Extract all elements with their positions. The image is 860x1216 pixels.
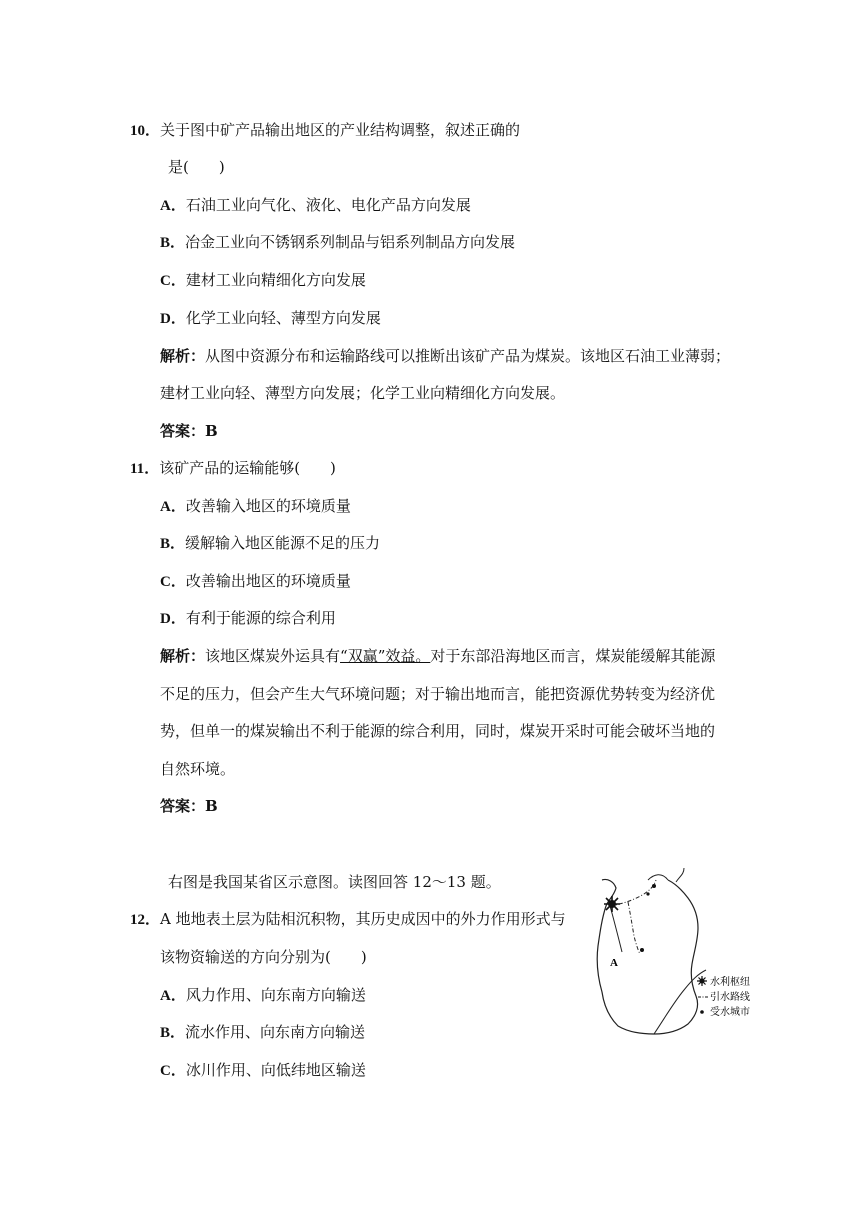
legend-city-icon bbox=[700, 1010, 704, 1014]
city-dot bbox=[652, 884, 656, 888]
q12-stem-line2: 该物资输送的方向分别为( ) bbox=[160, 948, 367, 966]
city-dot bbox=[646, 892, 649, 895]
q11-analysis-line1: 解析：该地区煤炭外运具有“双赢”效益。对于东部沿海地区而言，煤炭能缓解其能源 bbox=[160, 647, 716, 665]
legend-dam-star-icon bbox=[697, 976, 707, 986]
province-map-figure bbox=[588, 866, 760, 1038]
q11-option-d: D．有利于能源的综合利用 bbox=[160, 609, 336, 627]
q11-answer: 答案：B bbox=[160, 797, 218, 815]
intro-text: 右图是我国某省区示意图。读图回答 12～13 题。 bbox=[168, 873, 501, 891]
q10-option-b: B．冶金工业向不锈钢系列制品与铝系列制品方向发展 bbox=[160, 233, 516, 251]
q11-option-a: A．改善输入地区的环境质量 bbox=[160, 497, 351, 515]
q10-analysis-line2: 建材工业向轻、薄型方向发展；化学工业向精细化方向发展。 bbox=[160, 384, 566, 402]
q11-analysis-line4: 自然环境。 bbox=[160, 760, 236, 778]
q10-stem-line1: 10．关于图中矿产品输出地区的产业结构调整，叙述正确的 bbox=[130, 121, 521, 139]
q10-stem-text: 关于图中矿产品输出地区的产业结构调整，叙述正确的 bbox=[160, 121, 521, 139]
province-map-svg bbox=[588, 866, 760, 1038]
region-label-a: A bbox=[610, 957, 618, 969]
q11-stem: 11．该矿产品的运输能够( ) bbox=[130, 459, 336, 477]
southern-boundary bbox=[654, 970, 706, 1034]
q12-option-c: C．冰川作用、向低纬地区输送 bbox=[160, 1061, 366, 1079]
q10-option-c: C．建材工业向精细化方向发展 bbox=[160, 271, 366, 289]
q10-answer: 答案：B bbox=[160, 422, 218, 440]
q10-number: 10 bbox=[130, 123, 145, 139]
q11-option-c: C．改善输出地区的环境质量 bbox=[160, 572, 351, 590]
q11-number: 11 bbox=[130, 461, 145, 477]
legend-route-label: 引水路线 bbox=[710, 992, 750, 1003]
q12-number: 12 bbox=[130, 912, 145, 928]
q10-stem-line2: 是( ) bbox=[168, 158, 225, 176]
q12-option-a: A．风力作用、向东南方向输送 bbox=[160, 986, 366, 1004]
map-legend bbox=[697, 975, 750, 1018]
q11-analysis-line2: 不足的压力，但会产生大气环境问题；对于输出地而言，能把资源优势转变为经济优 bbox=[160, 685, 716, 703]
diversion-route-branch bbox=[628, 902, 640, 954]
river-line bbox=[610, 906, 622, 952]
q10-option-a: A．石油工业向气化、液化、电化产品方向发展 bbox=[160, 196, 471, 214]
legend-dam-label: 水利枢纽 bbox=[710, 977, 750, 988]
boundary-line bbox=[648, 868, 684, 882]
city-dot bbox=[640, 948, 644, 952]
legend-city-label: 受水城市 bbox=[710, 1007, 750, 1018]
q12-option-b: B．流水作用、向东南方向输送 bbox=[160, 1023, 366, 1041]
dam-star-icon bbox=[604, 896, 620, 912]
q10-analysis-line1: 解析：从图中资源分布和运输路线可以推断出该矿产品为煤炭。该地区石油工业薄弱； bbox=[160, 347, 731, 365]
q11-option-b: B．缓解输入地区能源不足的压力 bbox=[160, 534, 381, 552]
q11-analysis-line3: 势，但单一的煤炭输出不利于能源的综合利用，同时，煤炭开采时可能会破坏当地的 bbox=[160, 722, 716, 740]
q12-stem-line1: 12．A 地地表土层为陆相沉积物，其历史成因中的外力作用形式与 bbox=[130, 910, 566, 928]
q10-option-d: D．化学工业向轻、薄型方向发展 bbox=[160, 309, 381, 327]
